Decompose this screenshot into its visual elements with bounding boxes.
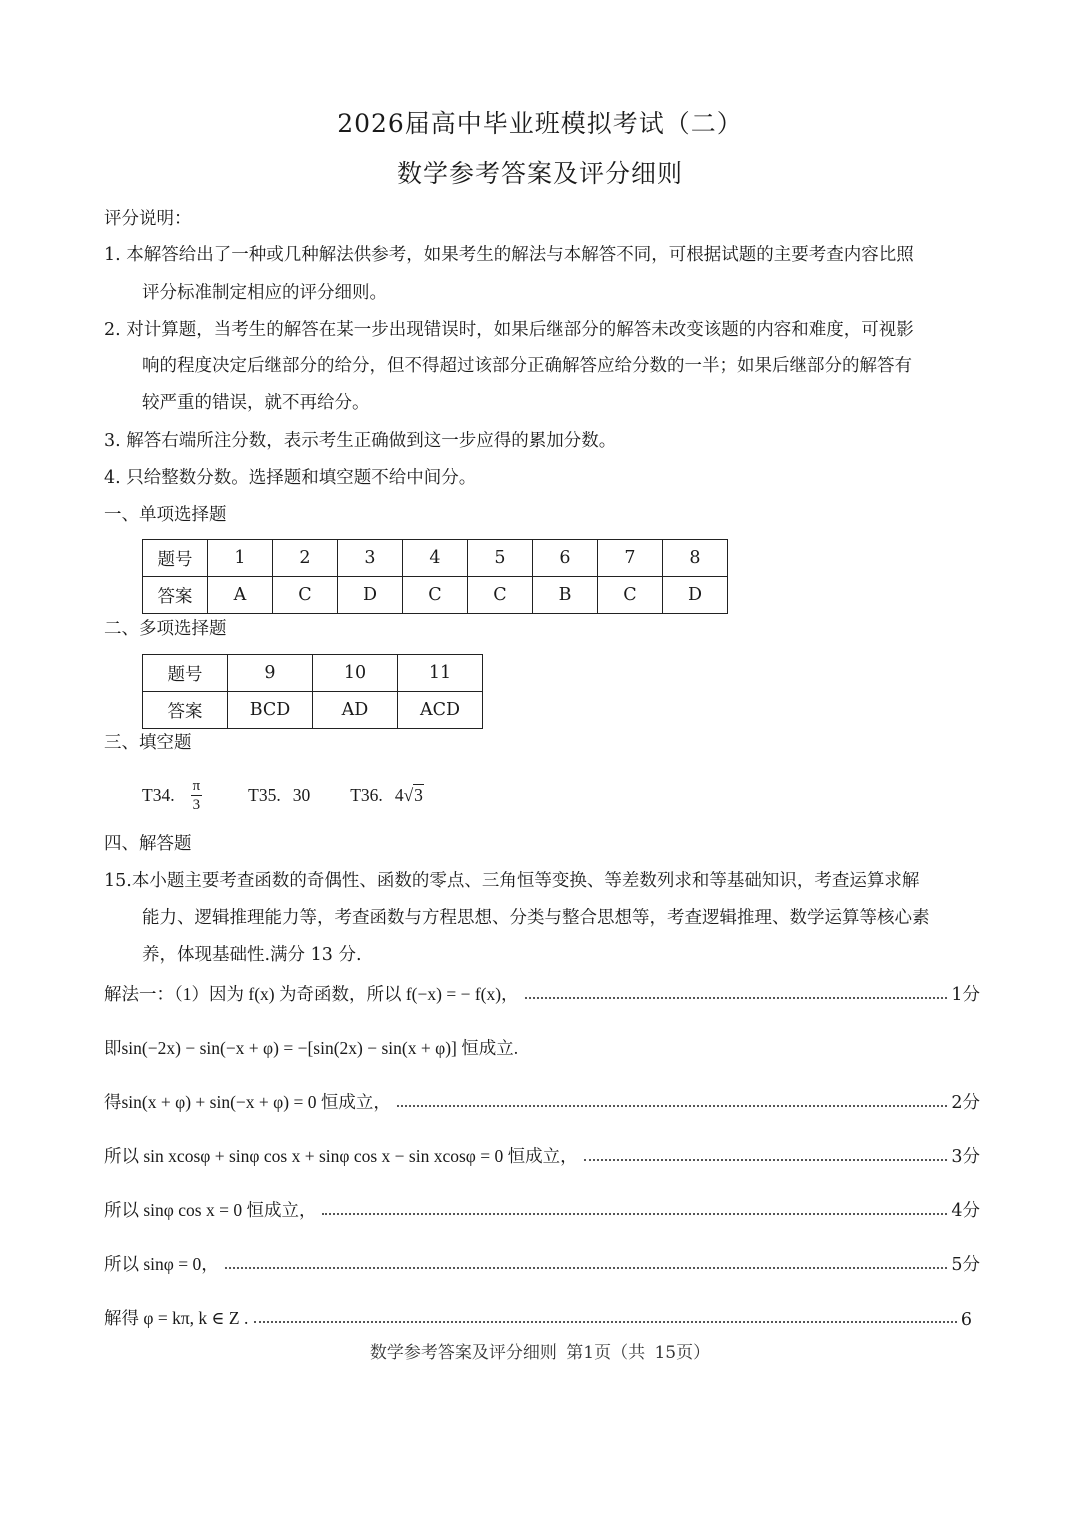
q15-intro-line-1: 15.本小题主要考查函数的奇偶性、函数的零点、三角恒等变换、等差数列求和等基础知识，考查运算求解 [104, 871, 920, 891]
table-cell: 10 [313, 655, 398, 692]
q15-intro-line-3: 养，体现基础性.满分 13 分. [142, 945, 362, 965]
step-points: 5分 [951, 1255, 980, 1275]
table-cell: ACD [398, 692, 483, 729]
notes-heading: 评分说明： [104, 209, 192, 229]
step-points: 4分 [951, 1201, 980, 1221]
table-cell: C [598, 577, 663, 614]
table-cell: D [663, 577, 728, 614]
step-points: 6 [960, 1310, 972, 1330]
page-title: 2026届高中毕业班模拟考试（二） [337, 109, 743, 138]
multi-choice-answer-table [142, 654, 483, 729]
question-number-row [143, 655, 483, 692]
t34-fraction [191, 777, 203, 814]
step-text: 解得 φ = kπ, k ∈ Z . [104, 1308, 249, 1328]
t34-label: T34. [142, 784, 175, 805]
table-cell: BCD [228, 692, 313, 729]
table-cell: B [533, 577, 598, 614]
leader-dots [525, 997, 948, 999]
note-1-line-2: 评分标准制定相应的评分细则。 [142, 283, 387, 303]
t34-numerator: π [192, 777, 201, 794]
table-cell: 11 [398, 655, 483, 692]
solution-step-3 [104, 1088, 980, 1114]
section-solutions-heading: 四、解答题 [104, 834, 192, 854]
t35-value: 30 [292, 784, 311, 805]
section-single-choice-heading: 一、单项选择题 [104, 505, 227, 525]
section-fill-blank-heading: 三、填空题 [104, 733, 192, 753]
t35-label: T35. [248, 784, 281, 805]
step-text: 所以 sinφ cos x = 0 恒成立， [104, 1200, 317, 1220]
step-text: 所以 sinφ = 0， [104, 1254, 219, 1274]
solution-step-2 [104, 1034, 980, 1060]
q15-intro-line-2: 能力、逻辑推理能力等，考查函数与方程思想、分类与整合思想等，考查逻辑推理、数学运算等核心素 [142, 908, 930, 928]
table-cell: AD [313, 692, 398, 729]
t36-radicand: 3 [414, 785, 423, 805]
step-text: 得sin(x + φ) + sin(−x + φ) = 0 恒成立， [104, 1092, 391, 1112]
row-label: 答案 [143, 577, 208, 614]
step-text: 所以 sin xcosφ + sinφ cos x + sinφ cos x − sin xcosφ = 0 恒成立， [104, 1146, 578, 1166]
question-number-row [143, 540, 728, 577]
solution-step-1 [104, 980, 980, 1006]
multi-choice-table-wrap [142, 654, 483, 729]
solution-step-7 [104, 1304, 980, 1330]
leader-dots [397, 1105, 948, 1107]
step-text: 解法一：（1）因为 f(x) 为奇函数，所以 f(−x) = − f(x)， [104, 984, 519, 1004]
solution-step-4 [104, 1142, 980, 1168]
note-4: 4. 只给整数分数。选择题和填空题不给中间分。 [104, 468, 477, 488]
table-cell: 2 [273, 540, 338, 577]
table-cell: 4 [403, 540, 468, 577]
row-label: 题号 [143, 540, 208, 577]
t36-label: T36. [350, 784, 383, 805]
row-label: 题号 [143, 655, 228, 692]
leader-dots [225, 1267, 948, 1269]
fill-blank-answers [142, 770, 424, 820]
table-cell: 6 [533, 540, 598, 577]
sqrt-icon: √ [403, 784, 414, 805]
table-cell: A [208, 577, 273, 614]
section-multi-choice-heading: 二、多项选择题 [104, 619, 227, 639]
table-cell: C [273, 577, 338, 614]
table-cell: 8 [663, 540, 728, 577]
row-label: 答案 [143, 692, 228, 729]
table-cell: 5 [468, 540, 533, 577]
note-2-line-3: 较严重的错误，就不再给分。 [142, 393, 370, 413]
answer-row [143, 692, 483, 729]
leader-dots [322, 1213, 947, 1215]
page-footer: 数学参考答案及评分细则 第1页（共 15页） [369, 1343, 711, 1363]
leader-dots [254, 1321, 957, 1323]
note-1-line-1: 1. 本解答给出了一种或几种解法供参考，如果考生的解法与本解答不同，可根据试题的主要考查内容比照 [104, 245, 914, 265]
step-points: 3分 [951, 1147, 980, 1167]
step-points: 1分 [951, 985, 980, 1005]
note-2-line-1: 2. 对计算题，当考生的解答在某一步出现错误时，如果后继部分的解答未改变该题的内容和难度，可视影 [104, 320, 914, 340]
table-cell: 1 [208, 540, 273, 577]
step-text: 即sin(−2x) − sin(−x + φ) = −[sin(2x) − sin(x + φ)] 恒成立. [104, 1038, 519, 1058]
table-cell: 7 [598, 540, 663, 577]
note-3: 3. 解答右端所注分数，表示考生正确做到这一步应得的累加分数。 [104, 431, 617, 451]
page-subtitle: 数学参考答案及评分细则 [396, 159, 683, 188]
answer-row [143, 577, 728, 614]
table-cell: D [338, 577, 403, 614]
solution-step-6 [104, 1250, 980, 1276]
table-cell: 3 [338, 540, 403, 577]
single-choice-answer-table [142, 539, 728, 614]
step-points: 2分 [951, 1093, 980, 1113]
leader-dots [584, 1159, 948, 1161]
table-cell: C [468, 577, 533, 614]
t34-denominator: 3 [192, 796, 201, 813]
note-2-line-2: 响的程度决定后继部分的给分，但不得超过该部分正确解答应给分数的一半；如果后继部分的解答有 [142, 356, 912, 376]
table-cell: 9 [228, 655, 313, 692]
solution-step-5 [104, 1196, 980, 1222]
table-cell: C [403, 577, 468, 614]
t36-coefficient: 4 [394, 784, 404, 805]
